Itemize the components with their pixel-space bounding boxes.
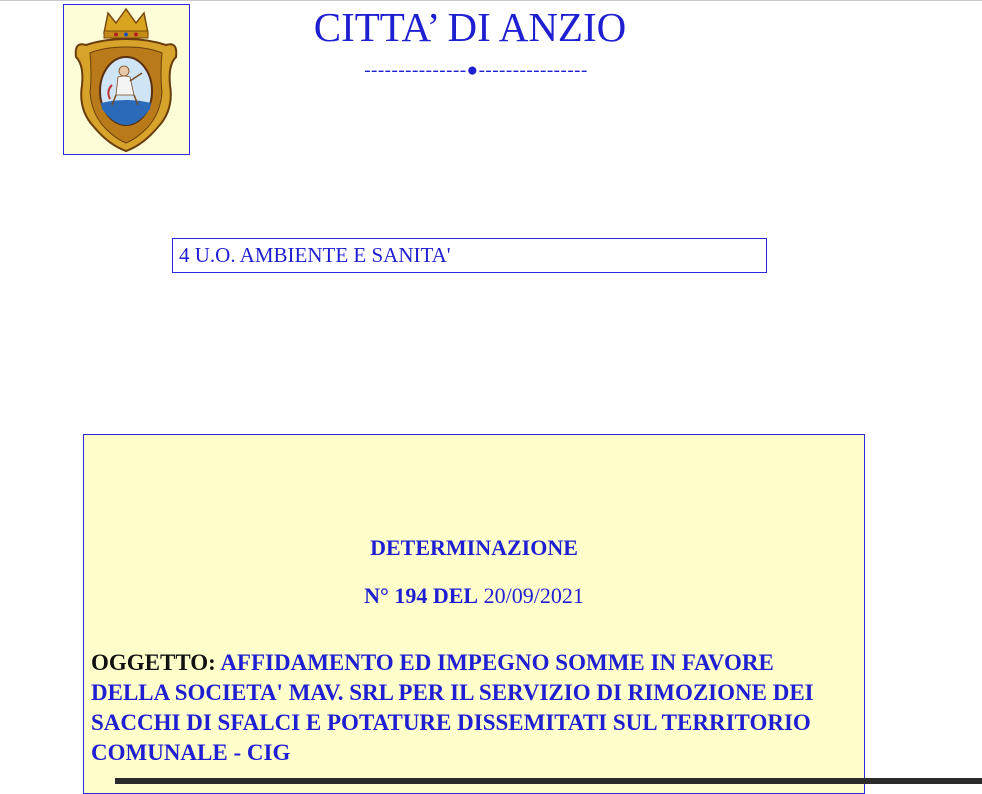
viewer-bottom-bar [115,778,982,784]
crest-frame [63,4,190,155]
office-label: 4 U.O. AMBIENTE E SANITA' [172,238,767,273]
coat-of-arms-icon [64,5,189,154]
subject-text: AFFIDAMENTO ED IMPEGNO SOMME IN FAVORE DELLA SOCIETA' MAV. SRL PER IL SERVIZIO DI RIMOZIONE DEI SACCHI DI SFALCI E POTATURE DISSEMITATI SUL TERRITORIO COMUNALE - CIG [91,650,814,765]
determination-number-label: N° 194 DEL [364,583,479,608]
page-title: CITTA’ DI ANZIO [313,4,627,50]
determination-date: 20/09/2021 [483,583,584,608]
page-top-edge [0,0,982,1]
determination-number [84,583,864,609]
determination-subject [91,648,856,768]
title-divider: ---------------●---------------- [364,60,588,81]
subject-label: OGGETTO: [91,650,216,675]
crown-shape [104,9,148,33]
determination-heading: DETERMINAZIONE [370,535,578,560]
determination-box [83,434,865,794]
